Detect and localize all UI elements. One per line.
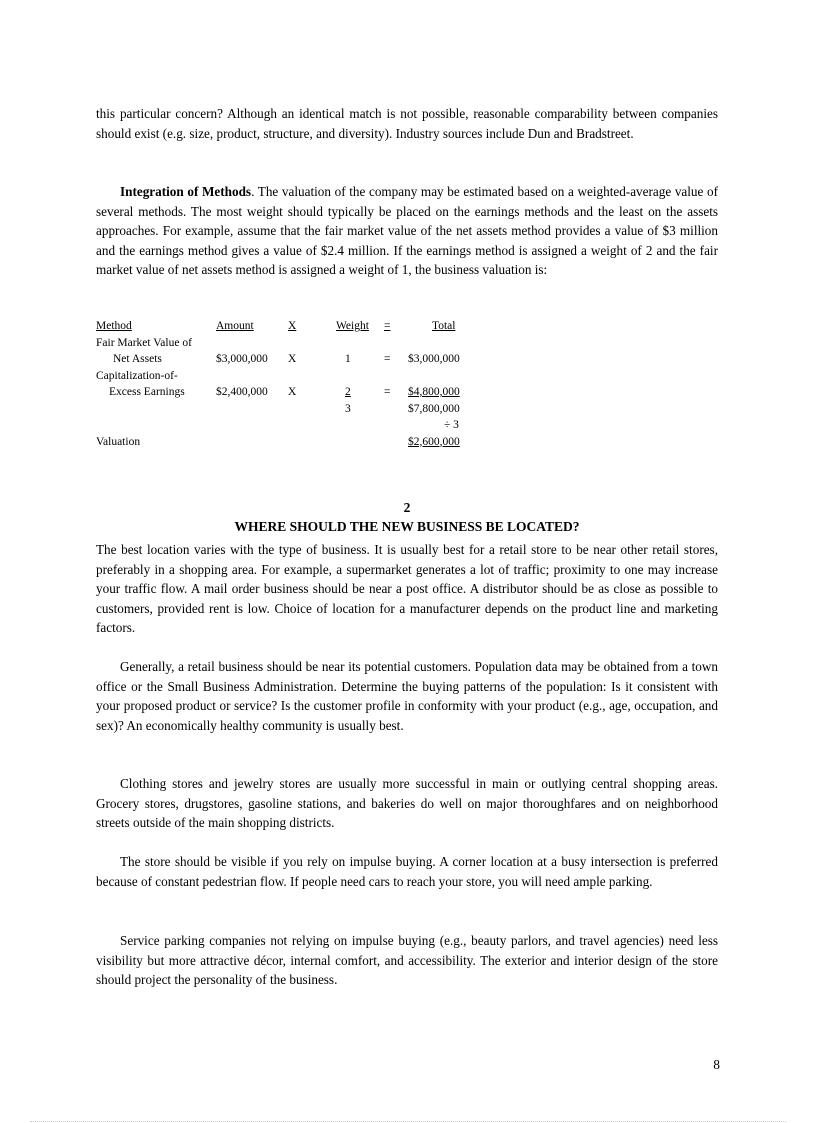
row-label: Fair Market Value of — [96, 336, 192, 349]
header-amount: Amount — [216, 320, 254, 332]
paragraph-body: . The valuation of the company may be estimated based on a weighted-average value of several methods. The most weight should typically be placed on the earnings methods and the least on the assets approaches. For example, assume that the fair market value of the net assets method provides a value of $3 million and the earnings method gives a value of $2.4 million. If the earnings method is assigned a weight of 2 and the fair market value of net assets method is assigned a weight of 1, the business valuation is: — [96, 184, 718, 278]
table-row — [96, 384, 496, 401]
row-total: $4,800,000 — [408, 386, 460, 398]
table-row — [96, 351, 496, 368]
row-amount: $2,400,000 — [216, 386, 268, 398]
row-weight: 2 — [345, 386, 351, 398]
paragraph-retail-customers: Generally, a retail business should be near its potential customers. Population data may be obtained from a town office or the Small Business Administration. Determine the buying patterns of the population: Is it consistent with your proposed product or service? Is the customer profile in conformity with your product (e.g., age, occupation, and sex)? An economically healthy community is usually best. — [96, 659, 718, 733]
row-label: Excess Earnings — [109, 386, 185, 398]
page-number: 8 — [713, 1057, 720, 1072]
row-weight: 1 — [345, 353, 351, 365]
weight-total: 3 — [345, 402, 351, 415]
paragraph-visibility: The store should be visible if you rely on impulse buying. A corner location at a busy intersection is preferred because of constant pedestrian flow. If people need cars to reach your store, you will need ample parking. — [96, 854, 718, 889]
header-total: Total — [432, 320, 456, 332]
valuation-table — [96, 318, 496, 450]
paragraph-service-companies: Service parking companies not relying on impulse buying (e.g., beauty parlors, and travel agencies) need less visibility but more attractive décor, internal comfort, and accessibility. The exterior and interior design of the store should project the personality of the business. — [96, 933, 718, 988]
paragraph-store-types: Clothing stores and jewelry stores are usually more successful in main or outlying central shopping areas. Grocery stores, drugstores, gasoline stations, and bakeries do well on major thoroughfares and on neighborhood streets outside of the main shopping districts. — [96, 776, 718, 831]
table-sum-row — [96, 401, 496, 418]
row-total: $3,000,000 — [408, 353, 460, 365]
header-method: Method — [96, 320, 132, 332]
section-number: 2 — [403, 500, 411, 515]
row-x: X — [288, 353, 297, 365]
paragraph-heading: Integration of Methods — [120, 184, 252, 199]
row-equals: = — [384, 353, 391, 365]
paragraph-best-location: The best location varies with the type of business. It is usually best for a retail store to be near other retail stores, preferably in a shopping area. For example, a supermarket generates a lot of traffic; proximity to one may increase your traffic flow. A mail order business should be near a post office. A distributor should be as close as possible to customers, provided rent is low. Choice of location for a manufacturer depends on the product line and marketing factors. — [96, 542, 718, 636]
table-divide-row — [96, 417, 496, 434]
table-row — [96, 335, 496, 352]
table-row — [96, 368, 496, 385]
section-title: WHERE SHOULD THE NEW BUSINESS BE LOCATED? — [234, 519, 580, 534]
header-equals: = — [384, 320, 391, 332]
table-valuation-row — [96, 434, 496, 451]
header-weight: Weight — [336, 320, 369, 332]
paragraph-integration-of-methods — [96, 182, 718, 280]
page-bottom-divider — [30, 1121, 786, 1122]
header-x: X — [288, 320, 297, 332]
table-header-row — [96, 318, 496, 335]
row-equals: = — [384, 386, 391, 398]
row-label: Capitalization-of- — [96, 369, 178, 382]
valuation-label: Valuation — [96, 435, 141, 448]
row-label: Net Assets — [113, 353, 162, 365]
paragraph-comparability: this particular concern? Although an identical match is not possible, reasonable comparability between companies should exist (e.g. size, product, structure, and diversity). Industry sources include Dun and Bradstreet. — [96, 106, 718, 141]
divide-by: ÷ 3 — [444, 419, 459, 431]
row-amount: $3,000,000 — [216, 353, 268, 365]
valuation-total: $2,600,000 — [408, 435, 460, 448]
sum-total: $7,800,000 — [408, 402, 460, 415]
row-x: X — [288, 386, 297, 398]
